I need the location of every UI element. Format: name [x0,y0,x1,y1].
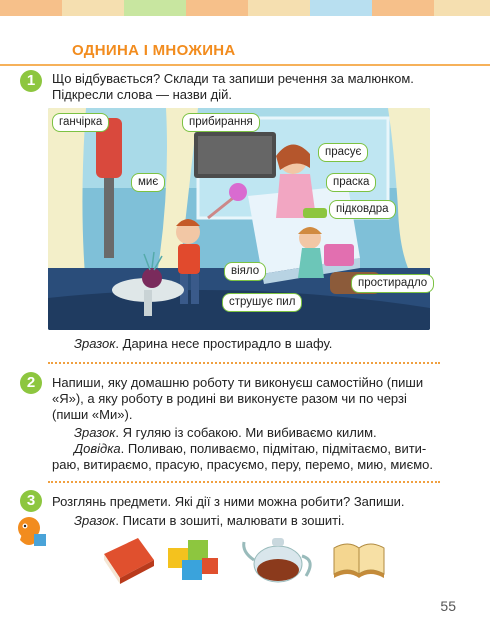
exercise-2-line-3: (пиши «Ми»). [52,407,133,422]
toy-cubes-icon [166,534,220,582]
sample-label: Зразок [74,336,116,351]
label-strushuie-pyl: струшує пил [222,293,302,312]
sample-text: . Писати в зошиті, малювати в зошиті. [115,513,345,528]
exercise-3-line-1: Розглянь предмети. Які дії з ними можна робити? Запиши. [52,494,405,509]
exercise-3-sample [74,513,345,529]
divider-1 [48,362,440,364]
sample-text: . Я гуляю із собакою. Ми вибиваємо килим. [115,425,377,440]
page-number: 55 [440,598,456,614]
exercise-2-line-2: «Я»), а яку роботу в родині ви виконуєте разом чи по черзі [52,391,407,406]
help-text: . Поливаю, поливаємо, підмітаю, підмітаємо, вити- [120,441,427,456]
top-stripe-2 [62,0,124,16]
top-stripe-1 [0,0,62,16]
sample-text: . Дарина несе простирадло в шафу. [115,336,333,351]
label-pidkovdra: підковдра [329,200,396,219]
exercise-1-line-2: Підкресли слова — назви дій. [52,87,232,102]
label-praska: праска [326,173,376,192]
open-book-icon [330,534,388,580]
top-stripe-3 [124,0,186,16]
exercise-2-help-1 [74,441,426,457]
label-ganchirka: ганчірка [52,113,109,132]
exercise-3-number: 3 [20,490,42,512]
teapot-icon [240,528,318,586]
top-stripe-6 [310,0,372,16]
label-mye: миє [131,173,165,192]
exercise-1-line-1: Що відбувається? Склади та запиши речення за малюнком. [52,71,414,86]
mascot-icon [14,514,48,550]
label-prasuie: прасує [318,143,368,162]
top-stripe-4 [186,0,248,16]
label-vialo: віяло [224,262,266,281]
divider-2 [48,481,440,483]
sample-label: Зразок [74,513,116,528]
section-title: ОДНИНА І МНОЖИНА [72,42,236,59]
exercise-2-sample [74,425,377,441]
top-stripe-8 [434,0,490,16]
label-prybyrannia: прибирання [182,113,260,132]
top-stripe-7 [372,0,434,16]
title-underline [0,64,490,66]
top-stripe-5 [248,0,310,16]
label-prostyradlo: простирадло [351,274,434,293]
help-label: Довідка [74,441,121,456]
exercise-1-sample [74,336,332,352]
exercise-2-help-2: раю, витираємо, прасую, прасуємо, перу, перемо, мию, миємо. [52,457,433,472]
exercise-2-line-1: Напиши, яку домашню роботу ти виконуєш самостійно (пиши [52,375,424,390]
exercise-2-number: 2 [20,372,42,394]
notebook-icon [100,534,158,584]
exercise-1-number: 1 [20,70,42,92]
sample-label: Зразок [74,425,116,440]
